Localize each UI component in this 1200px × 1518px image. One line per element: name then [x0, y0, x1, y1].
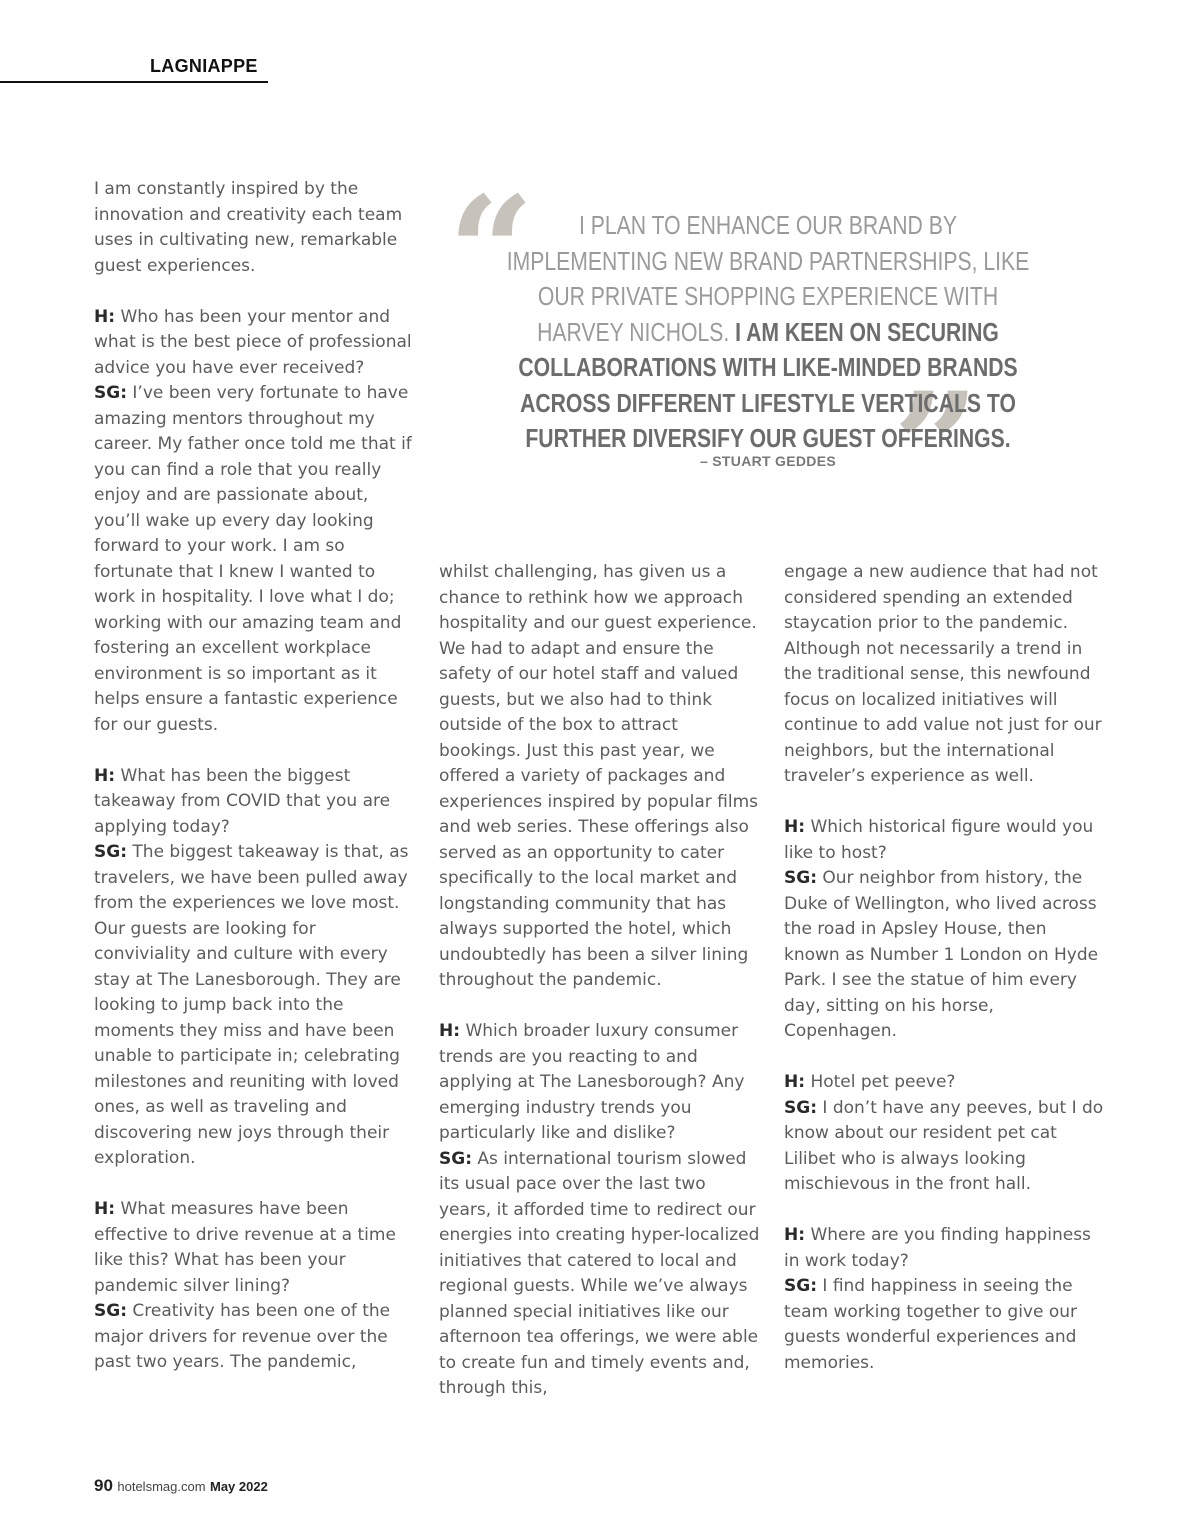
close-quote-icon: ” — [893, 360, 980, 536]
footer-site: hotelsmag.com — [117, 1479, 206, 1494]
interviewer-label: H: — [94, 765, 116, 786]
answer-text: As international tourism slowed its usual pace over the last two years, it afforded time to redirect our energies into creating hyper-localized initiatives that catered to local and regional guests. While we’ve always planned special initiatives like our afternoon tea offerings, we were able to create fun and timely events and, through this, — [439, 1148, 760, 1398]
pull-quote-bold: I AM KEEN ON SECURING COLLABORATIONS WITH LIKE-MINDED BRANDS ACROSS DIFFERENT LIFESTYLE VERTICALS TO FURTHER DIVERSIFY OUR GUEST OFFERINGS. — [518, 318, 1018, 453]
footer-date: May 2022 — [209, 1479, 268, 1494]
interviewee-label: SG: — [439, 1148, 472, 1169]
interviewer-label: H: — [439, 1021, 461, 1041]
qa-block — [439, 1019, 761, 1402]
open-quote-icon: “ — [448, 164, 535, 340]
pull-quote-light: I PLAN TO ENHANCE OUR BRAND BY IMPLEMENTING NEW BRAND PARTNERSHIPS, LIKE OUR PRIVATE SHOPPING EXPERIENCE WITH HARVEY NICHOLS. — [506, 212, 1030, 347]
question-text: Where are you finding happiness in work today? — [784, 1225, 1091, 1271]
interviewee-label: SG: — [784, 1276, 817, 1296]
pull-quote-attribution: – STUART GEDDES — [700, 453, 836, 469]
qa-block — [784, 1223, 1106, 1376]
answer-text: Our neighbor from history, the Duke of Wellington, who lived across the road in Apsley House, then known as Number 1 London on Hyde Park. I see the statue of him every day, sitting on his horse, Copenhagen. — [784, 868, 1099, 1041]
answer-text: I’ve been very fortunate to have amazing mentors throughout my career. My father once told me that if you can find a role that you really enjoy and are passionate about, you’ll wake up every day looking forward to your work. I am so fortunate that I knew I wanted to work in hospitality. I love what I do; working with our amazing team and fostering an excellent workplace environment is so important as it helps ensure a fantastic experience for our guests. — [94, 383, 412, 735]
question-text: Who has been your mentor and what is the best piece of professional advice you have ever received? — [94, 306, 412, 378]
page-footer — [94, 1476, 268, 1496]
interviewee-label: SG: — [94, 842, 127, 862]
question-text: What measures have been effective to drive revenue at a time like this? What has been your pandemic silver lining? — [94, 1199, 396, 1296]
question-text: What has been the biggest takeaway from COVID that you are applying today? — [94, 765, 391, 837]
paragraph: whilst challenging, has given us a chance to rethink how we approach hospitality and our guest experience. We had to adapt and ensure the safety of our hotel staff and valued guests, but we also had to think outside of the box to attract bookings. Just this past year, we offered a variety of packages and experiences inspired by popular films and web series. These offerings also served as an opportunity to cater specifically to the local market and longstanding community that has always supported the hotel, which undoubtedly has been a silver lining throughout the pandemic. — [439, 562, 759, 990]
answer-text: Creativity has been one of the major drivers for revenue over the past two years. The pandemic, — [94, 1301, 391, 1372]
interviewee-label: SG: — [94, 1301, 127, 1321]
qa-block — [94, 1197, 416, 1376]
interviewer-label: H: — [784, 817, 806, 837]
interviewee-label: SG: — [784, 1097, 817, 1118]
paragraph: engage a new audience that had not considered spending an extended staycation prior to the pandemic. Although not necessarily a trend in the traditional sense, this newfound focus on localized initiatives will continue to add value not just for our neighbors, but the international traveler’s experience as well. — [784, 562, 1102, 786]
interviewee-label: SG: — [784, 868, 817, 888]
answer-text: I find happiness in seeing the team working together to give our guests wonderful experiences and memories. — [784, 1276, 1078, 1373]
question-text: Which broader luxury consumer trends are you reacting to and applying at The Lanesborough? Any emerging industry trends you particularly like and dislike? — [439, 1021, 745, 1143]
article-column-1 — [94, 177, 416, 1376]
interviewer-label: H: — [784, 1072, 806, 1092]
interviewer-label: H: — [94, 1199, 116, 1219]
qa-block — [94, 764, 416, 1172]
pull-quote — [448, 164, 1088, 536]
interviewer-label: H: — [784, 1225, 806, 1245]
qa-block — [784, 1070, 1106, 1198]
answer-text: I don’t have any peeves, but I do know about our resident pet cat Lilibet who is always looking mischievous in the front hall. — [784, 1097, 1104, 1194]
question-text: Hotel pet peeve? — [810, 1072, 956, 1092]
section-label: LAGNIAPPE — [150, 56, 258, 76]
qa-block — [784, 815, 1106, 1045]
interviewee-label: SG: — [94, 383, 127, 403]
section-rule — [0, 81, 268, 83]
paragraph: I am constantly inspired by the innovation and creativity each team uses in cultivating new, remarkable guest experiences. — [94, 179, 403, 276]
article-column-2 — [439, 560, 761, 1402]
question-text: Which historical figure would you like to host? — [784, 817, 1094, 863]
page-number: 90 — [94, 1476, 113, 1495]
article-column-3 — [784, 560, 1106, 1376]
pull-quote-text — [502, 209, 1033, 458]
interviewer-label: H: — [94, 306, 116, 327]
qa-block — [94, 305, 416, 739]
answer-text: The biggest takeaway is that, as travelers, we have been pulled away from the experiences we love most. Our guests are looking for conviviality and culture with every stay at The Lanesborough. They are looking to jump back into the moments they miss and have been unable to participate in; celebrating milestones and reuniting with loved ones, as well as traveling and discovering new joys through their exploration. — [94, 842, 409, 1168]
